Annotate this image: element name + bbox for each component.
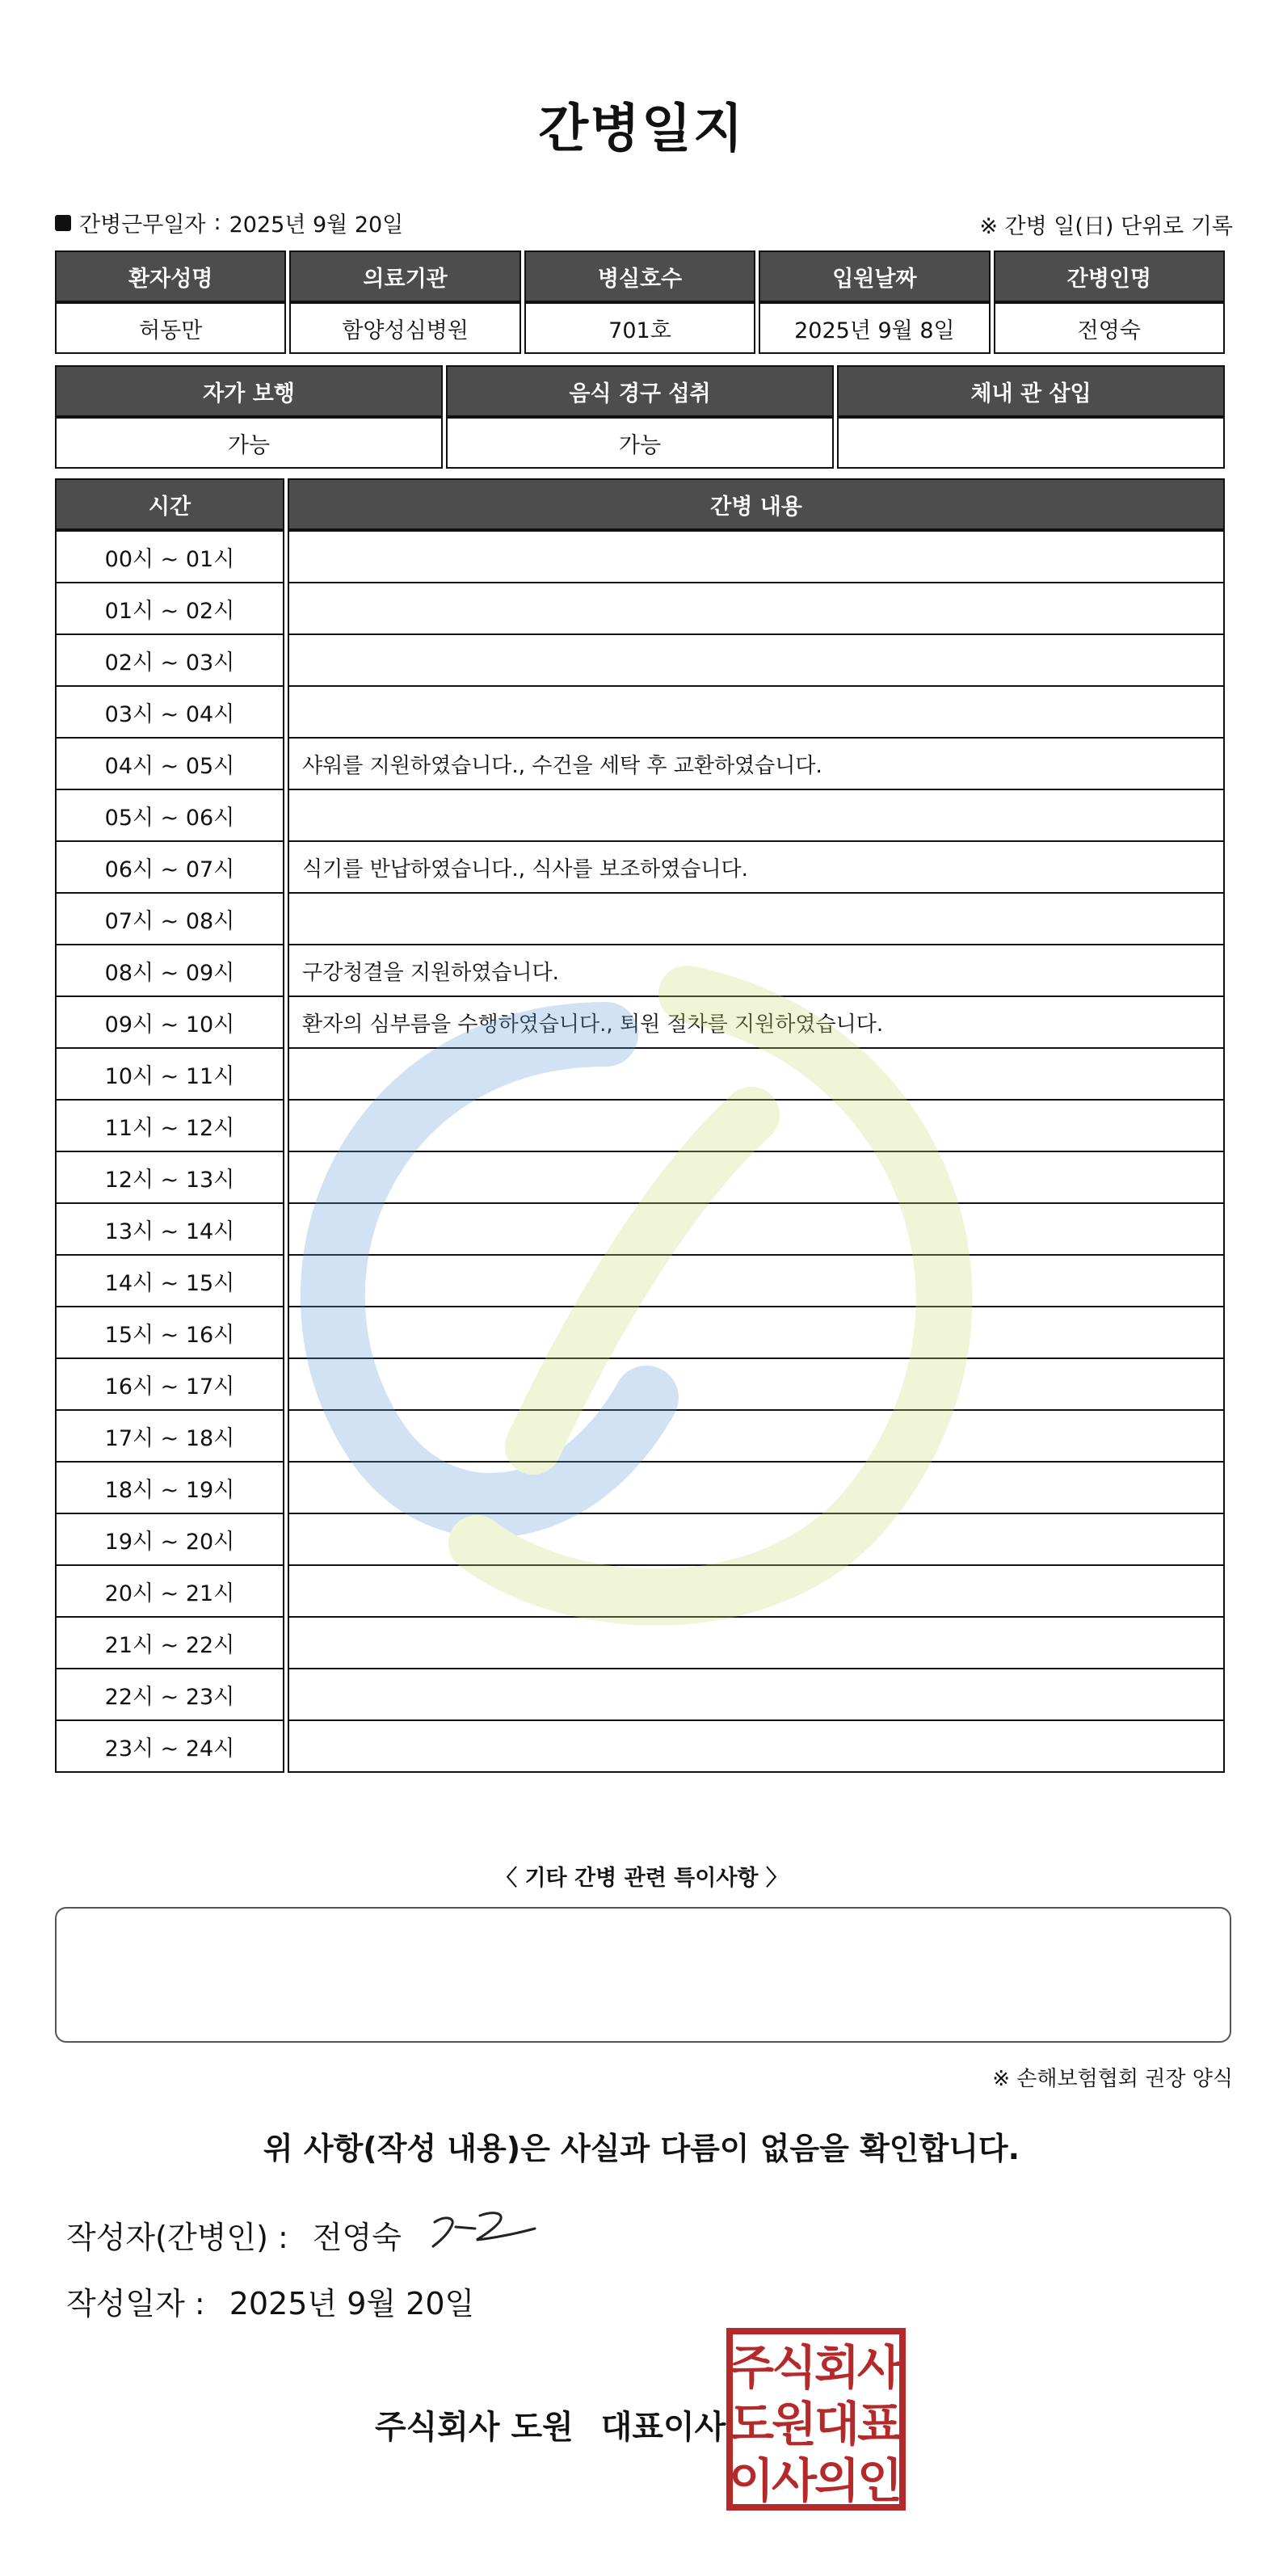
care-content xyxy=(288,790,1225,842)
patient-name: 허동만 xyxy=(55,302,286,354)
table-row xyxy=(55,739,1225,790)
care-content xyxy=(288,1721,1225,1773)
header-tube: 체내 관 삽입 xyxy=(837,365,1225,417)
time-slot: 13시 ~ 14시 xyxy=(55,1204,284,1256)
caregiver-name: 전영숙 xyxy=(994,302,1225,354)
time-slot: 09시 ~ 10시 xyxy=(55,997,284,1049)
table-row xyxy=(55,1618,1225,1669)
work-date xyxy=(55,207,403,238)
care-content xyxy=(288,894,1225,945)
walking-status: 가능 xyxy=(55,417,443,469)
table-row xyxy=(55,1721,1225,1773)
time-slot: 23시 ~ 24시 xyxy=(55,1721,284,1773)
time-slot: 03시 ~ 04시 xyxy=(55,687,284,739)
time-slot: 20시 ~ 21시 xyxy=(55,1566,284,1618)
care-content xyxy=(288,530,1225,583)
seal-char: 인 xyxy=(856,2453,903,2508)
writer-line xyxy=(66,2212,402,2257)
time-slot: 18시 ~ 19시 xyxy=(55,1463,284,1514)
care-content: 샤워를 지원하였습니다., 수건을 세탁 후 교환하였습니다. xyxy=(288,739,1225,790)
table-row xyxy=(55,1152,1225,1204)
table-row xyxy=(55,1307,1225,1359)
care-content xyxy=(288,1411,1225,1463)
table-row xyxy=(55,1669,1225,1721)
time-slot: 10시 ~ 11시 xyxy=(55,1049,284,1101)
care-content: 구강청결을 지원하였습니다. xyxy=(288,945,1225,997)
care-content xyxy=(288,1514,1225,1566)
seal-char: 도 xyxy=(728,2397,775,2452)
time-slot: 05시 ~ 06시 xyxy=(55,790,284,842)
time-slot: 04시 ~ 05시 xyxy=(55,739,284,790)
header-caregiver: 간병인명 xyxy=(994,250,1225,302)
care-content xyxy=(288,1618,1225,1669)
table-row xyxy=(55,1411,1225,1463)
care-content xyxy=(288,1101,1225,1152)
seal-char: 식 xyxy=(771,2340,818,2395)
table-row xyxy=(55,842,1225,894)
table-row xyxy=(55,530,1225,583)
patient-status-table xyxy=(52,365,1228,469)
table-row xyxy=(55,1204,1225,1256)
time-slot: 07시 ~ 08시 xyxy=(55,894,284,945)
time-slot: 08시 ~ 09시 xyxy=(55,945,284,997)
header-time: 시간 xyxy=(55,478,284,530)
table-row xyxy=(55,1101,1225,1152)
work-date-value: 2025년 9월 20일 xyxy=(229,213,404,238)
seal-char: 표 xyxy=(856,2397,903,2452)
time-slot: 22시 ~ 23시 xyxy=(55,1669,284,1721)
confirmation-statement: 위 사항(작성 내용)은 사실과 다름이 없음을 확인합니다. xyxy=(263,2131,1020,2166)
care-content xyxy=(288,635,1225,687)
room-number: 701호 xyxy=(524,302,755,354)
table-row xyxy=(55,790,1225,842)
care-content xyxy=(288,1359,1225,1411)
table-row xyxy=(55,1359,1225,1411)
care-content xyxy=(288,583,1225,635)
remarks-box xyxy=(55,1907,1231,2043)
handwritten-signature xyxy=(428,2199,541,2264)
work-date-sep: : xyxy=(213,210,221,235)
care-content: 환자의 심부름을 수행하였습니다., 퇴원 절차를 지원하였습니다. xyxy=(288,997,1225,1049)
date-value: 2025년 9월 20일 xyxy=(229,2286,475,2321)
table-row xyxy=(55,1463,1225,1514)
document-title: 간병일지 xyxy=(538,99,745,159)
care-log-table xyxy=(52,478,1228,1773)
company-role: 대표이사 xyxy=(600,2409,726,2446)
care-content xyxy=(288,1463,1225,1514)
time-slot: 21시 ~ 22시 xyxy=(55,1618,284,1669)
time-slot: 00시 ~ 01시 xyxy=(55,530,284,583)
table-row xyxy=(55,1566,1225,1618)
header-care-content: 간병 내용 xyxy=(288,478,1225,530)
time-slot: 12시 ~ 13시 xyxy=(55,1152,284,1204)
seal-char: 회 xyxy=(814,2340,860,2395)
form-footnote: ※ 손해보험협회 권장 양식 xyxy=(992,2067,1233,2091)
time-slot: 01시 ~ 02시 xyxy=(55,583,284,635)
admission-date: 2025년 9월 8일 xyxy=(759,302,990,354)
table-row xyxy=(55,635,1225,687)
oral-intake-status: 가능 xyxy=(446,417,834,469)
table-row xyxy=(55,687,1225,739)
tube-status xyxy=(837,417,1225,469)
time-slot: 15시 ~ 16시 xyxy=(55,1307,284,1359)
table-row xyxy=(55,945,1225,997)
date-label: 작성일자 : xyxy=(66,2286,205,2321)
table-row xyxy=(55,1049,1225,1101)
company-line xyxy=(375,2401,726,2448)
table-row xyxy=(55,997,1225,1049)
header-hospital: 의료기관 xyxy=(289,250,520,302)
seal-char: 사 xyxy=(771,2453,818,2508)
care-content xyxy=(288,1049,1225,1101)
square-bullet-icon xyxy=(55,215,71,231)
time-slot: 17시 ~ 18시 xyxy=(55,1411,284,1463)
table-row xyxy=(55,894,1225,945)
seal-char: 사 xyxy=(856,2340,903,2395)
company-name: 주식회사 도원 xyxy=(375,2409,574,2446)
seal-char: 원 xyxy=(771,2397,818,2452)
remarks-title: 〈 기타 간병 관련 특이사항 〉 xyxy=(495,1866,788,1891)
table-row xyxy=(55,1514,1225,1566)
time-slot: 19시 ~ 20시 xyxy=(55,1514,284,1566)
table-row xyxy=(55,1256,1225,1307)
company-seal-stamp xyxy=(726,2327,907,2511)
care-content xyxy=(288,1152,1225,1204)
care-content xyxy=(288,1669,1225,1721)
header-oral-intake: 음식 경구 섭취 xyxy=(446,365,834,417)
writer-name: 전영숙 xyxy=(312,2220,402,2255)
header-room: 병실호수 xyxy=(524,250,755,302)
patient-info-table xyxy=(52,250,1228,354)
daily-record-note: ※ 간병 일(日) 단위로 기록 xyxy=(979,214,1233,239)
care-content xyxy=(288,687,1225,739)
care-content xyxy=(288,1256,1225,1307)
care-content: 식기를 반납하였습니다., 식사를 보조하였습니다. xyxy=(288,842,1225,894)
writer-label: 작성자(간병인) : xyxy=(66,2220,288,2255)
time-slot: 16시 ~ 17시 xyxy=(55,1359,284,1411)
header-walking: 자가 보행 xyxy=(55,365,443,417)
care-content xyxy=(288,1204,1225,1256)
time-slot: 02시 ~ 03시 xyxy=(55,635,284,687)
care-content xyxy=(288,1307,1225,1359)
table-row xyxy=(55,583,1225,635)
seal-char: 대 xyxy=(814,2397,860,2452)
hospital-name: 함양성심병원 xyxy=(289,302,520,354)
time-slot: 06시 ~ 07시 xyxy=(55,842,284,894)
care-content xyxy=(288,1566,1225,1618)
header-patient-name: 환자성명 xyxy=(55,250,286,302)
header-admission-date: 입원날짜 xyxy=(759,250,990,302)
work-date-label: 간병근무일자 xyxy=(79,213,206,238)
written-date-line xyxy=(66,2279,474,2323)
seal-char: 이 xyxy=(728,2453,775,2508)
time-slot: 11시 ~ 12시 xyxy=(55,1101,284,1152)
time-slot: 14시 ~ 15시 xyxy=(55,1256,284,1307)
seal-char: 주 xyxy=(728,2340,775,2395)
seal-char: 의 xyxy=(814,2453,860,2508)
